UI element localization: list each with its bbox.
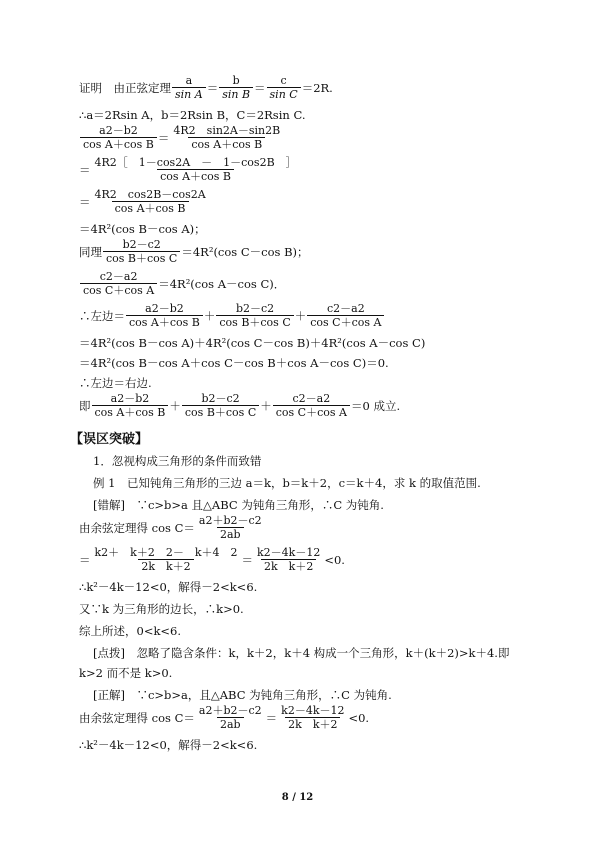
equals: ＝ (79, 162, 91, 177)
denominator: cos C＋cos A (273, 405, 350, 419)
equals: ＝ (79, 194, 91, 209)
numerator: c2－a2 (292, 392, 331, 405)
numerator: a2－b2 (145, 302, 184, 315)
denominator: 2ab (217, 527, 244, 541)
numerator: k2－4k－12 (281, 704, 345, 717)
fraction (80, 124, 157, 151)
fraction (196, 704, 265, 731)
denominator: cos C＋cos A (80, 283, 157, 297)
numerator: a (185, 74, 193, 87)
equals: ＝ (241, 552, 253, 567)
text: ＝4R²(cos A－cos C)． (158, 276, 286, 291)
proof-line-7 (79, 238, 309, 265)
expanded-line (79, 546, 345, 573)
text: 由余弦定理得 cos C＝ (79, 710, 195, 725)
denominator: 2k k＋2 (138, 559, 193, 573)
summary-line: 综上所述，0<k<6. (79, 624, 182, 638)
numerator: b (232, 74, 240, 87)
fraction (219, 74, 253, 101)
equals: ＝ (79, 552, 91, 567)
wrong-solution-label: [错解] ∵c>b>a 且△ABC 为钝角三角形，∴C 为钝角. (93, 498, 384, 512)
comment-line-2: k>2 而不是 k>0. (79, 666, 173, 680)
plus: ＋ (294, 308, 307, 323)
fraction (273, 392, 350, 419)
fraction (278, 704, 347, 731)
page-number: 8 / 12 (281, 792, 314, 803)
denominator: cos A＋cos B (157, 169, 234, 183)
fraction (126, 302, 203, 329)
numerator: b2－c2 (201, 392, 240, 405)
fraction (216, 302, 293, 329)
denominator: sin A (172, 87, 206, 101)
denominator: sin B (219, 87, 253, 101)
proof-line-5 (79, 188, 210, 215)
denominator: cos A＋cos B (188, 137, 265, 151)
text: ＝4R²(cos C－cos B)； (181, 244, 309, 259)
numerator: c (280, 74, 287, 87)
denominator: cos A＋cos B (112, 201, 189, 215)
proof-line-6: ＝4R²(cos B－cos A)； (79, 222, 206, 236)
numerator: k2＋ k＋2 2－ k＋4 2 (94, 546, 238, 559)
fraction (80, 270, 157, 297)
numerator: a2＋b2－c2 (198, 704, 262, 717)
fraction (172, 74, 206, 101)
numerator: a2－b2 (110, 392, 150, 405)
numerator: 4R2 cos2B－cos2A (94, 188, 206, 201)
fraction (103, 238, 180, 265)
numerator: 4R2 sin2A－sin2B (173, 124, 281, 137)
proof-line-10: ＝4R²(cos B－cos A)＋4R²(cos C－cos B)＋4R²(cos A－cos C) (79, 336, 426, 350)
proof-line-8 (79, 270, 285, 297)
text: ＝0 成立. (350, 398, 401, 413)
fraction (92, 546, 241, 573)
proof-line-13 (79, 392, 400, 419)
proof-line-11: ＝4R²(cos B－cos A＋cos C－cos B＋cos A－cos C)＝0. (79, 356, 389, 370)
text: <0. (324, 552, 345, 567)
equals: ＝ (254, 80, 266, 95)
numerator: c2－a2 (99, 270, 138, 283)
text: <0. (348, 710, 370, 725)
side-length-line: 又∵k 为三角形的边长，∴k>0. (79, 602, 244, 616)
fraction (254, 546, 323, 573)
denominator: 2k k＋2 (285, 717, 340, 731)
proof-line-4 (79, 156, 301, 183)
plus: ＋ (169, 398, 181, 413)
denominator: cos B＋cos C (182, 405, 259, 419)
fraction (267, 74, 301, 101)
equals: ＝ (157, 130, 170, 145)
correct-solution-label: [正解] ∵c>b>a，且△ABC 为钝角三角形，∴C 为钝角. (93, 688, 392, 702)
text: 由余弦定理得 cos C＝ (79, 520, 195, 535)
plus: ＋ (203, 308, 216, 323)
denominator: 2k k＋2 (261, 559, 316, 573)
numerator: 4R2［ 1－cos2A － 1－cos2B ］ (94, 156, 297, 169)
fraction (170, 124, 283, 151)
proof-line-2: ∴a＝2Rsin A，b＝2Rsin B，C＝2Rsin C. (79, 108, 306, 122)
text: 证明 由正弦定理 (79, 80, 171, 95)
example-1: 例 1 已知钝角三角形的三边 a＝k，b＝k＋2，c＝k＋4，求 k 的取值范围. (93, 476, 481, 490)
text: 同理 (79, 244, 102, 259)
numerator: a2＋b2－c2 (198, 514, 262, 527)
fraction (182, 392, 259, 419)
numerator: c2－a2 (327, 302, 365, 315)
denominator: cos A＋cos B (80, 137, 157, 151)
numerator: b2－c2 (122, 238, 161, 251)
proof-line-3 (79, 124, 284, 151)
fraction (92, 188, 209, 215)
section-title: 【误区突破】 (70, 432, 149, 447)
equals: ＝ (265, 710, 278, 725)
numerator: a2－b2 (99, 124, 138, 137)
comment-line-1: [点拨] 忽略了隐含条件：k，k＋2，k＋4 构成一个三角形，k＋(k＋2)>k＋4.即 (93, 646, 510, 660)
denominator: 2ab (217, 717, 244, 731)
fraction (307, 302, 384, 329)
plus: ＋ (260, 398, 272, 413)
correct-solve-line: ∴k²－4k－12<0，解得－2<k<6. (79, 738, 258, 752)
solve-line: ∴k²－4k－12<0，解得－2<k<6. (79, 580, 258, 594)
text: 即 (79, 398, 91, 413)
fraction (92, 392, 169, 419)
denominator: cos A＋cos B (92, 405, 169, 419)
denominator: sin C (267, 87, 301, 101)
mistake-heading: 1．忽视构成三角形的条件而致错 (93, 454, 262, 468)
numerator: k2－4k－12 (257, 546, 321, 559)
denominator: cos C＋cos A (307, 315, 384, 329)
equals: ＝ (206, 80, 219, 95)
numerator: b2－c2 (235, 302, 275, 315)
proof-line-12: ∴左边＝右边. (79, 376, 152, 390)
fraction (196, 514, 265, 541)
proof-line-9 (79, 302, 385, 329)
fraction (92, 156, 300, 183)
correct-cosine-line (79, 704, 369, 731)
cosine-law-line (79, 514, 266, 541)
denominator: cos A＋cos B (126, 315, 203, 329)
denominator: cos B＋cos C (216, 315, 293, 329)
text: ∴左边＝ (79, 308, 125, 323)
proof-line-1 (79, 74, 333, 101)
text: ＝2R. (301, 80, 333, 95)
denominator: cos B＋cos C (103, 251, 180, 265)
